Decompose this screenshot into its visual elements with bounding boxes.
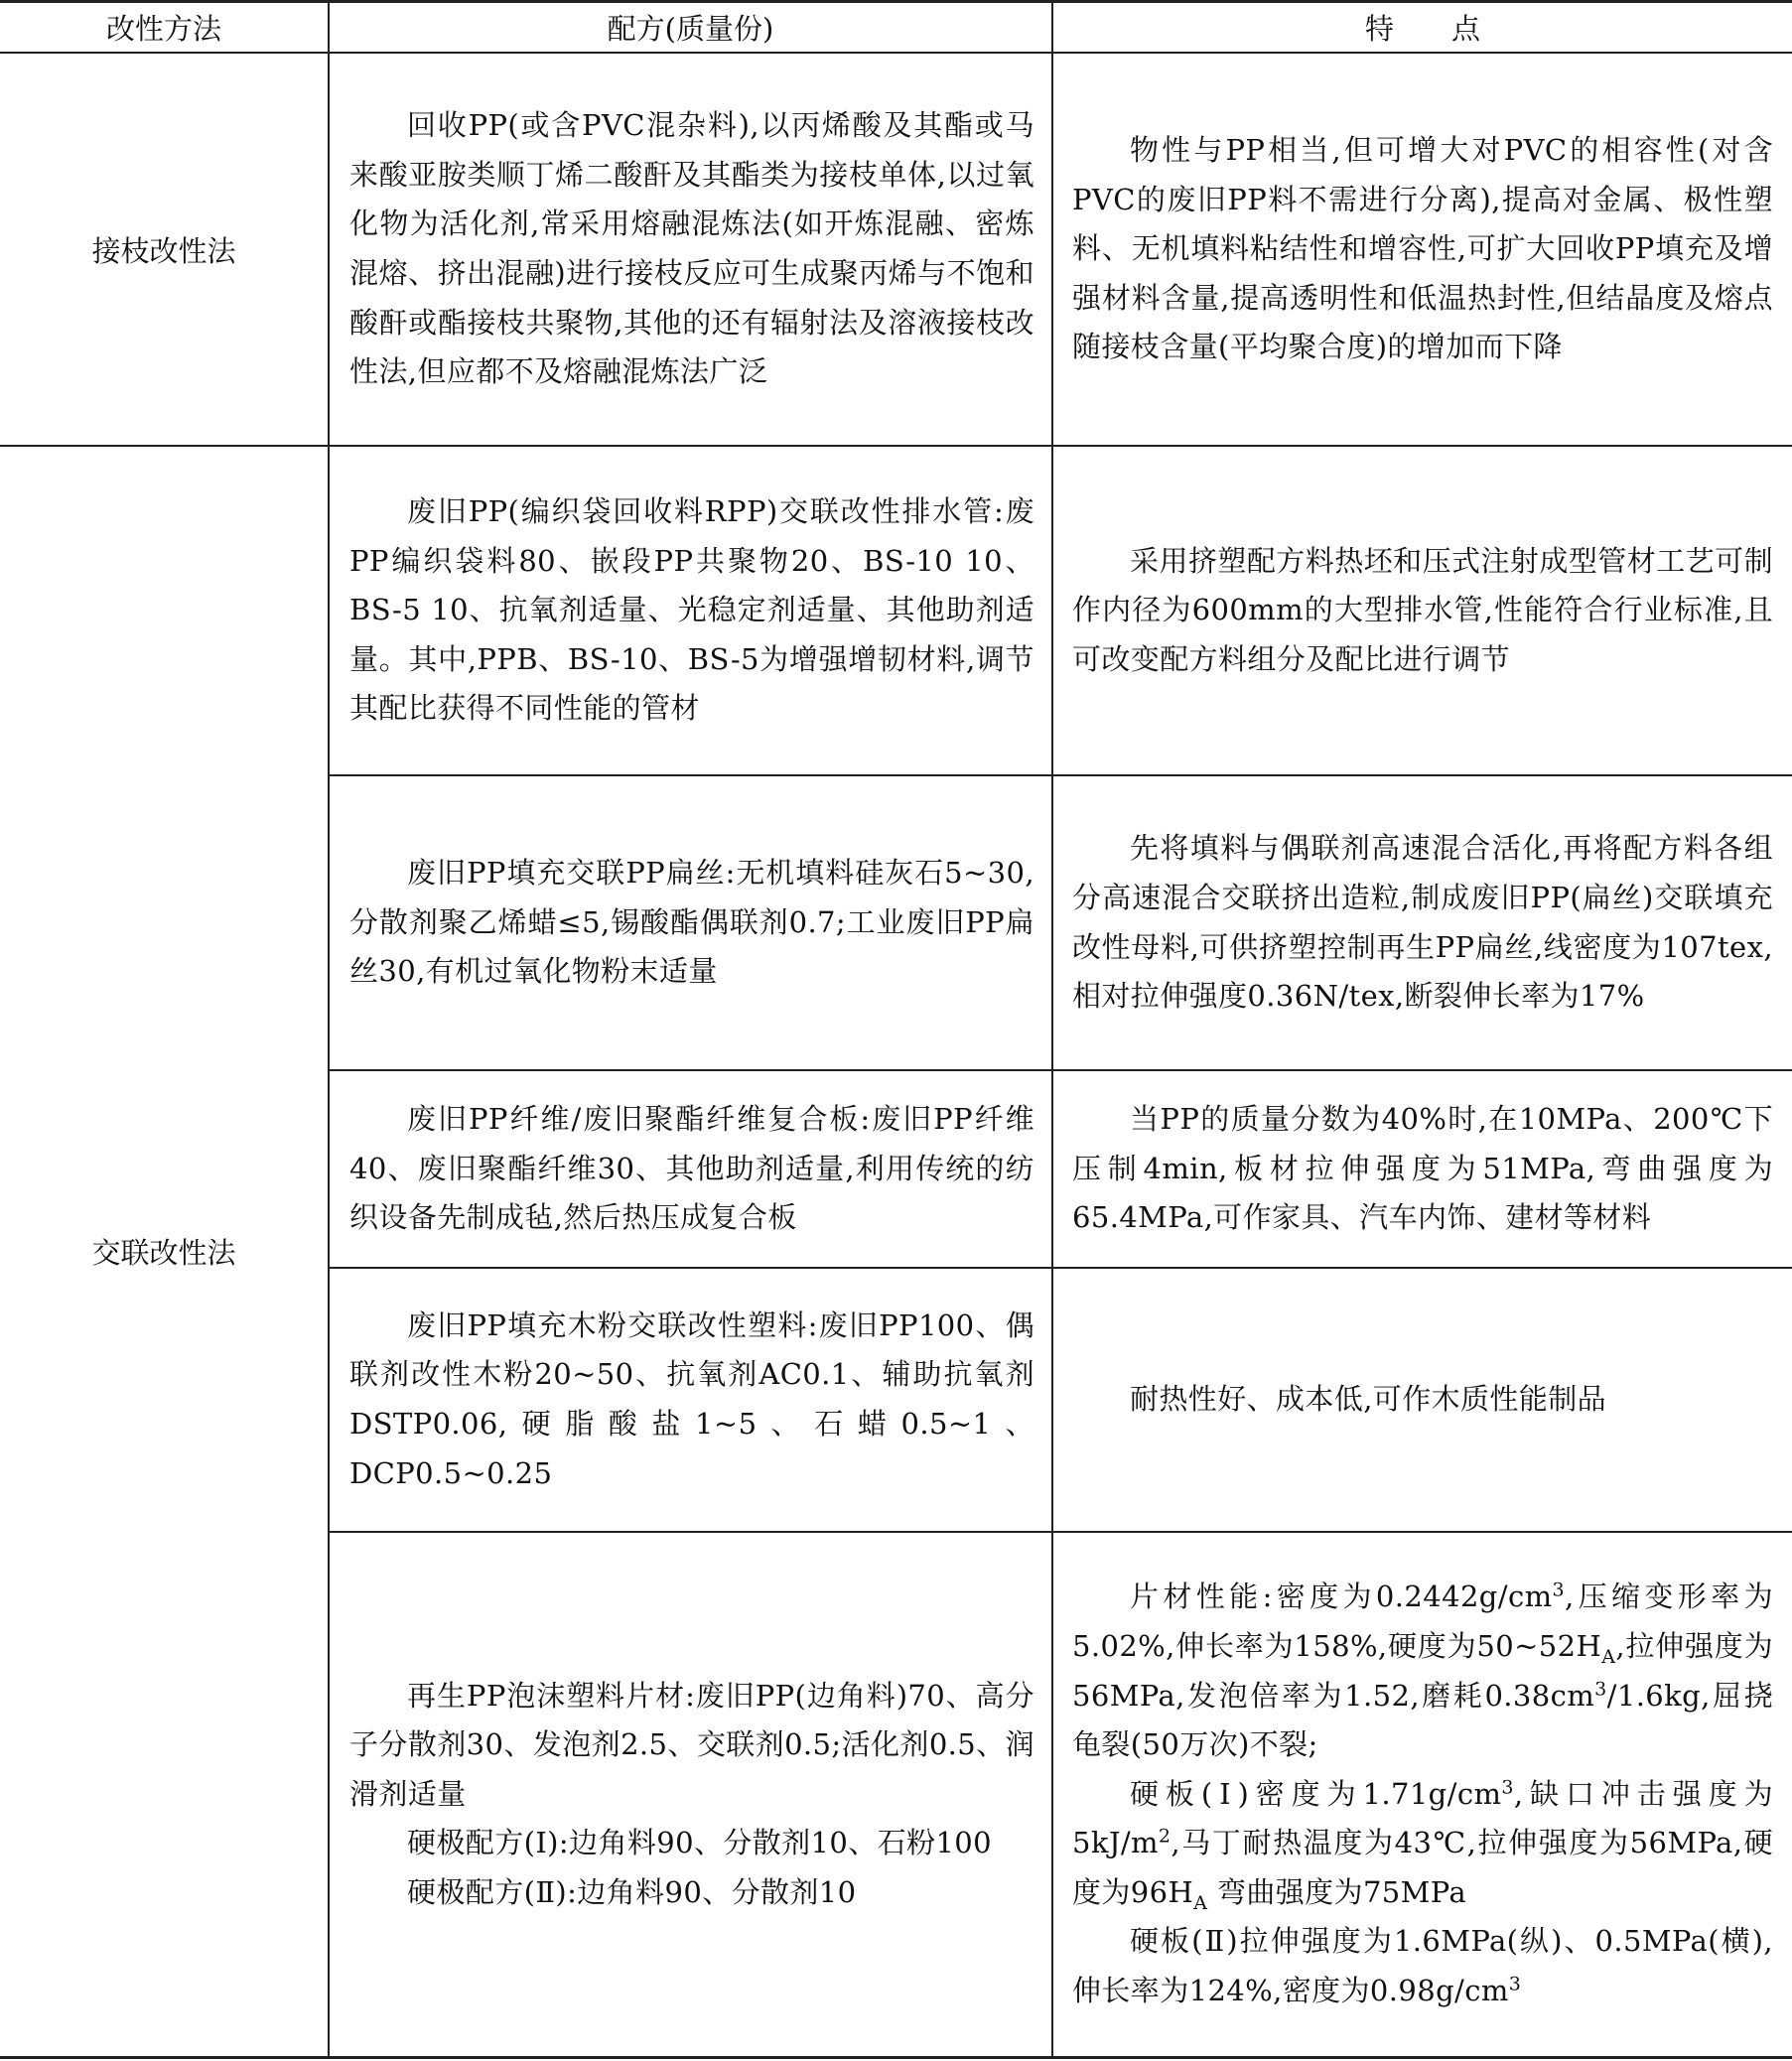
subscript: A <box>1601 1645 1616 1668</box>
header-formula-label: 配方(质量份) <box>607 12 774 46</box>
formula-paragraph: 硬极配方(Ⅱ):边角料90、分散剂10 <box>407 1874 857 1909</box>
feature-text: 当PP的质量分数为40%时,在10MPa、200℃下压制4min,板材拉伸强度为51MPa,弯曲强度为65.4MPa,可作家具、汽车内饰、建材等材料 <box>1072 1102 1773 1235</box>
feature-text <box>1072 1573 1773 2015</box>
text-run: ,压缩变形率为5.02%,伸长率为158%,硬度为50~52H <box>1072 1580 1773 1663</box>
feature-cell <box>1072 1071 1773 1267</box>
header-method-label: 改性方法 <box>105 12 221 46</box>
text-run: /1.6kg,屈挠龟裂(50万次)不裂; <box>1072 1678 1773 1762</box>
feature-cell <box>1072 447 1773 774</box>
formula-text: 回收PP(或含PVC混杂料),以丙烯酸及其酯或马来酸亚胺类顺丁烯二酸酐及其酯类为接枝单体,以过氧化物为活化剂,常采用熔融混炼法(如开炼混融、密炼混熔、挤出混融)进行接枝反应可生成聚丙烯与不饱和酸酐或酯接枝共聚物,其他的还有辐射法及溶液接枝改性法,但应都不及熔融混炼法广泛 <box>349 108 1034 389</box>
header-formula <box>330 3 1051 52</box>
header-method <box>0 3 328 52</box>
text-run: ,马丁耐热温度为43℃,拉伸强度为56MPa,硬度为96H <box>1072 1826 1773 1909</box>
formula-cell <box>349 776 1034 1069</box>
formula-paragraph: 再生PP泡沫塑料片材:废旧PP(边角料)70、高分子分散剂30、发泡剂2.5、交联剂0.5;活化剂0.5、润滑剂适量 <box>349 1678 1034 1811</box>
formula-text <box>349 1672 1034 1918</box>
feature-cell <box>1072 776 1773 1069</box>
method-label: 接枝改性法 <box>91 233 236 268</box>
text-run: 片材性能:密度为0.2442g/cm <box>1130 1580 1553 1614</box>
formula-text: 废旧PP填充交联PP扁丝:无机填料硅灰石5~30,分散剂聚乙烯蜡≤5,锡酸酯偶联剂0.7;工业废旧PP扁丝30,有机过氧化物粉末适量 <box>349 856 1034 989</box>
method-cell-grafting <box>0 54 328 445</box>
superscript: 3 <box>1594 1677 1607 1700</box>
formula-cell <box>349 1071 1034 1267</box>
superscript: 3 <box>1501 1776 1514 1799</box>
text-run: 硬板(Ⅰ)密度为1.71g/cm <box>1130 1776 1502 1811</box>
superscript: 2 <box>1158 1825 1172 1848</box>
column-divider <box>1051 0 1053 2059</box>
method-cell-crosslinking <box>0 447 328 2056</box>
formula-text: 废旧PP纤维/废旧聚酯纤维复合板:废旧PP纤维40、废旧聚酯纤维30、其他助剂适量,利用传统的纺织设备先制成毡,然后热压成复合板 <box>349 1102 1034 1235</box>
feature-text: 采用挤塑配方料热坯和压式注射成型管材工艺可制作内径为600mm的大型排水管,性能符合行业标准,且可改变配方料组分及配比进行调节 <box>1072 543 1773 676</box>
superscript: 3 <box>1552 1579 1565 1601</box>
feature-cell <box>1072 1269 1773 1531</box>
formula-cell <box>349 447 1034 774</box>
feature-text: 物性与PP相当,但可增大对PVC的相容性(对含PVC的废旧PP料不需进行分离),提高对金属、极性塑料、无机填料粘结性和增容性,可扩大回收PP填充及增强材料含量,提高透明性和低温热封性,但结晶度及熔点随接枝含量(平均聚合度)的增加而下降 <box>1072 133 1773 364</box>
feature-paragraph <box>1072 1917 1773 2015</box>
header-feature <box>1053 3 1792 52</box>
formula-text: 废旧PP(编织袋回收料RPP)交联改性排水管:废PP编织袋料80、嵌段PP共聚物20、BS-10 10、BS-5 10、抗氧剂适量、光稳定剂适量、其他助剂适量。其中,PPB、BS-10、BS-5为增强增韧材料,调节其配比获得不同性能的管材 <box>349 494 1034 726</box>
feature-paragraph <box>1072 1770 1773 1918</box>
column-divider <box>328 0 330 2059</box>
feature-cell <box>1072 54 1773 445</box>
feature-text: 先将填料与偶联剂高速混合活化,再将配方料各组分高速混合交联挤出造粒,制成废旧PP(扁丝)交联填充改性母料,可供挤塑控制再生PP扁丝,线密度为107tex,相对拉伸强度0.36N/tex,断裂伸长率为17% <box>1072 831 1773 1014</box>
formula-paragraph: 硬极配方(Ⅰ):边角料90、分散剂10、石粉100 <box>407 1826 993 1860</box>
formula-cell <box>349 1533 1034 2056</box>
feature-text: 耐热性好、成本低,可作木质性能制品 <box>1130 1382 1607 1417</box>
formula-cell <box>349 1269 1034 1531</box>
text-run: ,缺口冲击强度为5kJ/m <box>1072 1776 1773 1860</box>
text-run: 硬板(Ⅱ)拉伸强度为1.6MPa(纵)、0.5MPa(横),伸长率为124%,密度为0.98g/cm <box>1072 1924 1773 2008</box>
formula-text: 废旧PP填充木粉交联改性塑料:废旧PP100、偶联剂改性木粉20~50、抗氧剂AC0.1、辅助抗氧剂DSTP0.06,硬脂酸盐1~5、石蜡0.5~1、DCP0.5~0.25 <box>349 1307 1034 1490</box>
header-feature-label: 特 点 <box>1364 12 1480 46</box>
subscript: A <box>1193 1891 1208 1914</box>
text-run: 弯曲强度为75MPa <box>1207 1874 1467 1909</box>
superscript: 3 <box>1508 1973 1522 1995</box>
method-label: 交联改性法 <box>91 1236 236 1270</box>
feature-paragraph <box>1072 1573 1773 1769</box>
feature-cell <box>1072 1533 1773 2056</box>
table-bottom-border <box>0 2056 1792 2059</box>
formula-cell <box>349 54 1034 445</box>
text-run: ,拉伸强度为56MPa,发泡倍率为1.52,磨耗0.38cm <box>1072 1628 1773 1713</box>
